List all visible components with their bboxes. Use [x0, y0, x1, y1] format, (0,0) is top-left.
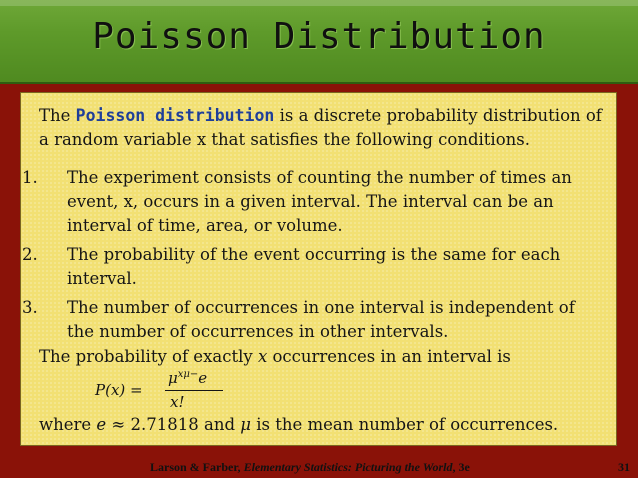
- poisson-formula: [95, 369, 235, 419]
- condition-number: 2.: [22, 245, 38, 264]
- condition-item: [21, 166, 601, 238]
- condition-number: 1.: [22, 168, 38, 187]
- intro-after: is a discrete probability distribution of a random variable x that satisfies the following conditions.: [39, 106, 602, 149]
- fraction-bar: [165, 390, 223, 391]
- where-e: e: [96, 415, 107, 434]
- where-mu: μ: [240, 415, 251, 434]
- footer: [0, 456, 638, 478]
- condition-item: [21, 296, 601, 344]
- conditions-list: [21, 166, 601, 349]
- citation-prefix: Larson & Farber,: [150, 460, 244, 474]
- condition-number: 3.: [22, 298, 38, 317]
- probability-after: occurrences in an interval is: [267, 347, 511, 366]
- formula-numerator: [168, 369, 207, 387]
- intro-before: The: [39, 106, 76, 125]
- citation: [150, 460, 470, 475]
- title-bar-shine: [0, 0, 638, 6]
- intro-paragraph: [39, 104, 609, 152]
- title-bar: [0, 0, 638, 84]
- content-panel: [20, 92, 617, 446]
- formula-e: e: [198, 369, 208, 387]
- probability-before: The probability of exactly: [39, 347, 258, 366]
- condition-item: [21, 243, 601, 291]
- formula-exponent-text: xμ: [177, 369, 190, 380]
- formula-denominator: x!: [170, 393, 185, 411]
- formula-minus: −: [189, 369, 199, 380]
- page-number: 31: [618, 460, 630, 474]
- formula-mu: μ: [168, 369, 178, 387]
- formula-lhs: P(x) =: [95, 381, 143, 399]
- probability-statement: [39, 347, 511, 366]
- condition-text: The probability of the event occurring is the same for each interval.: [67, 245, 561, 288]
- citation-suffix: , 3e: [452, 460, 470, 474]
- where-after: is the mean number of occurrences.: [250, 415, 559, 434]
- where-statement: [39, 415, 558, 434]
- where-middle: ≈ 2.71818 and: [106, 415, 241, 434]
- probability-var: x: [257, 347, 268, 366]
- formula-exponent: [178, 369, 199, 380]
- where-before: where: [39, 415, 97, 434]
- poisson-term: Poisson distribution: [75, 106, 275, 125]
- condition-text: The experiment consists of counting the number of times an event, x, occurs in a given interval. The interval can be an interval of time, area, or volume.: [67, 168, 572, 235]
- condition-text: The number of occurrences in one interval is independent of the number of occurrences in other intervals.: [67, 298, 575, 341]
- citation-title: Elementary Statistics: Picturing the World: [243, 460, 453, 474]
- slide-title: Poisson Distribution: [92, 16, 546, 57]
